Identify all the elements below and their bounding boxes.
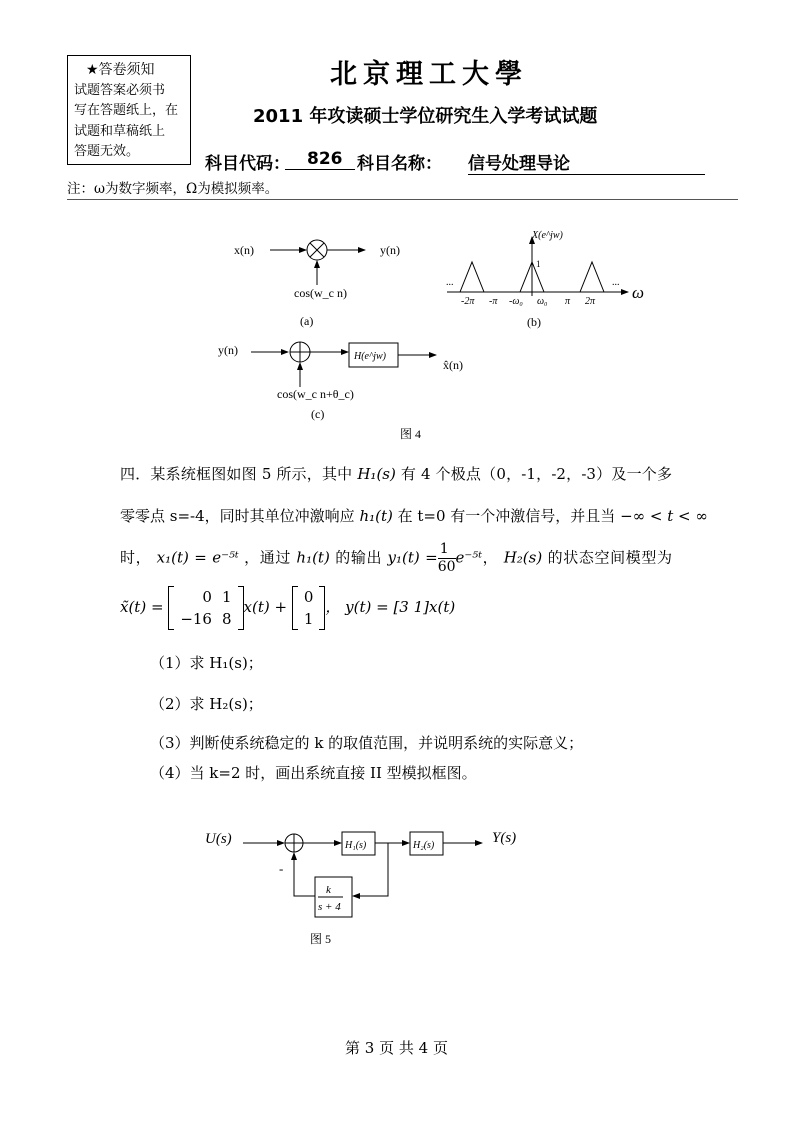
- question-4: （4）当 k=2 时，画出系统直接 II 型模拟框图。: [150, 764, 477, 782]
- math: h₁(t): [359, 507, 393, 525]
- fraction: [438, 541, 456, 576]
- fig4c-carrier: cos(w_c n+θ_c): [277, 387, 354, 401]
- fig4b-peak-label: 1: [536, 259, 541, 269]
- fig4b-tick: π: [565, 296, 571, 307]
- fig5-block-h1: H₁(s): [345, 840, 367, 851]
- subject-code-label: 科目代码：: [205, 154, 290, 174]
- fig4b-ylabel: X(e^jw): [532, 230, 563, 241]
- fig4b-caption: (b): [527, 315, 541, 329]
- fig4c-caption: (c): [311, 407, 325, 421]
- text: ，通过: [244, 548, 291, 567]
- subject-code-value: 826: [285, 149, 355, 170]
- page-number: 第 3 页 共 4 页: [345, 1039, 448, 1057]
- problem-line-1: [120, 463, 672, 484]
- matrix-b: [292, 586, 326, 630]
- cell: 1: [303, 610, 314, 628]
- text: 在 t=0 有一个冲激信号，并且当: [397, 507, 616, 525]
- fig4b-ellipsis-right: ...: [612, 277, 620, 288]
- math: e⁻⁵ᵗ: [455, 548, 483, 567]
- university-logo: 北京理工大學: [330, 59, 528, 90]
- fig5-input: U(s): [205, 831, 232, 847]
- fig4a-caption: (a): [300, 314, 314, 328]
- exam-title: 2011 年攻读硕士学位研究生入学考试试题: [253, 106, 598, 127]
- cell: −16: [180, 610, 212, 628]
- problem-line-3: [120, 541, 672, 576]
- notice-heading: ★答卷须知: [86, 62, 155, 78]
- fig4c-filter: H(e^jw): [354, 351, 386, 362]
- frequency-note: 注：ω为数字频率，Ω为模拟频率。: [67, 181, 279, 197]
- fig5-output: Y(s): [492, 830, 517, 846]
- fig4c-output: x̂(n): [443, 358, 463, 372]
- text: ，: [482, 548, 499, 567]
- fig5-minus-sign: -: [279, 861, 284, 876]
- fig5-feedback-numerator: k: [326, 884, 331, 896]
- fig4b-tick: -ω₀: [509, 296, 523, 307]
- text: 四．某系统框图如图 5 所示，其中: [120, 465, 353, 483]
- cell: 8: [221, 610, 232, 628]
- text: 有 4 个极点（0，-1，-2，-3）及一个多: [400, 465, 672, 483]
- cell: 1: [221, 588, 232, 606]
- notice-line: 答题无效。: [74, 144, 140, 159]
- text: 的状态空间模型为: [547, 548, 672, 567]
- question-3: （3）判断使系统稳定的 k 的取值范围，并说明系统的实际意义；: [150, 734, 584, 752]
- question-2: （2）求 H₂(s)；: [150, 695, 263, 713]
- subject-name-value: 信号处理导论: [468, 149, 705, 175]
- text: 零零点 s=-4，同时其单位冲激响应: [120, 507, 355, 525]
- problem-line-2: [120, 505, 708, 526]
- text: 时，: [120, 548, 152, 567]
- fig4b-tick: 2π: [585, 296, 596, 307]
- fig4c-input: y(n): [218, 343, 238, 357]
- cell: 0: [303, 588, 314, 606]
- figure-4-caption: 图 4: [400, 427, 422, 441]
- fig4b-xlabel: ω: [632, 283, 645, 302]
- question-1: （1）求 H₁(s)；: [150, 654, 263, 672]
- fig4a-output: y(n): [380, 243, 400, 257]
- math: ， y(t) = [3 1]x(t): [325, 598, 456, 616]
- math: H₂(s): [503, 548, 543, 567]
- numerator: 1: [438, 541, 456, 559]
- math: x(t) +: [243, 598, 288, 616]
- fig4b-tick: -2π: [461, 296, 475, 307]
- math: x₁(t) = e⁻⁵ᵗ: [156, 548, 239, 567]
- denominator: 60: [437, 559, 456, 575]
- fig5-feedback-denominator: s + 4: [318, 901, 341, 913]
- math: −∞ < t < ∞: [620, 507, 708, 525]
- matrix-a: [168, 586, 243, 630]
- math: H₁(s): [357, 465, 396, 483]
- fig5-block-h2: H₂(s): [413, 840, 435, 851]
- notice-line: 写在答题纸上，在: [74, 103, 179, 118]
- fig4b-tick: ω₀: [537, 296, 548, 307]
- fig4a-input: x(n): [234, 243, 254, 257]
- figure-5-caption: 图 5: [310, 932, 332, 946]
- subject-name-label: 科目名称：: [357, 154, 442, 174]
- state-space-equation: [120, 586, 455, 630]
- notice-line: 试题和草稿纸上: [74, 123, 166, 139]
- fig4b-tick: -π: [489, 296, 498, 307]
- cell: 0: [202, 588, 212, 606]
- math: h₁(t): [296, 548, 330, 567]
- fig4b-ellipsis-left: ...: [446, 277, 454, 288]
- math: y₁(t) =: [387, 548, 438, 567]
- notice-line: 试题答案必须书: [74, 82, 166, 98]
- text: 的输出: [335, 548, 383, 567]
- math: x̃(t) =: [120, 598, 164, 616]
- fig4a-carrier: cos(w_c n): [294, 286, 347, 300]
